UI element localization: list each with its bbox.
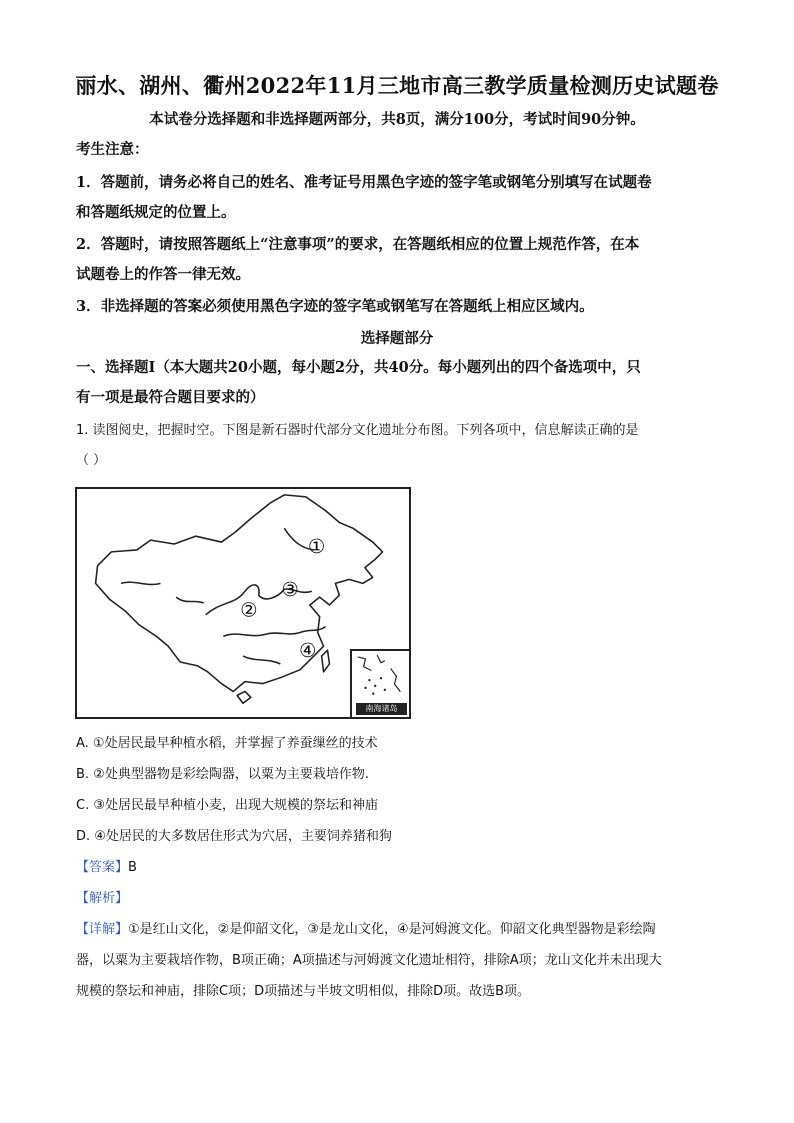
analysis-line	[76, 889, 726, 908]
section-title: 选择题部分	[360, 330, 434, 347]
inset-label: 南海诸岛	[356, 703, 407, 715]
notice-item-2-line-2: 试题卷上的作答一律无效。	[76, 266, 250, 283]
detail-tag: 【详解】	[76, 922, 129, 937]
question-1-answer-bracket: （ ）	[76, 453, 107, 468]
notice-item-2-line-1: 2．答题时，请按照答题纸上“注意事项”的要求，在答题纸相应的位置上规范作答，在本	[76, 236, 640, 253]
site-marker-4: ④	[299, 639, 317, 663]
site-marker-3: ③	[281, 578, 299, 602]
neolithic-sites-map	[75, 487, 411, 719]
answer-line	[76, 858, 726, 877]
notice-item-1-line-2: 和答题纸规定的位置上。	[76, 204, 236, 221]
site-marker-1: ①	[307, 534, 326, 558]
option-d: D. ④处居民的大多数居住形式为穴居，主要饲养猪和狗	[76, 829, 392, 844]
detail-line-3: 规模的祭坛和神庙，排除C项；D项描述与半坡文明相似，排除D项。故选B项。	[76, 984, 531, 999]
detail-text-1: ①是红山文化，②是仰韶文化，③是龙山文化，④是河姆渡文化。仰韶文化典型器物是彩绘陶	[128, 922, 656, 937]
detail-line-2: 器，以粟为主要栽培作物，B项正确；A项描述与河姆渡文化遗址相符，排除A项；龙山文化并未出现大	[76, 953, 662, 968]
analysis-tag: 【解析】	[76, 891, 129, 906]
exam-subtitle: 本试卷分选择题和非选择题两部分，共8页，满分100分，考试时间90分钟。	[149, 111, 645, 128]
south-china-sea-inset	[350, 649, 409, 717]
answer-tag: 【答案】	[76, 860, 129, 875]
option-a: A. ①处居民最早种植水稻，并掌握了养蚕缫丝的技术	[76, 736, 378, 751]
detail-line-1	[76, 920, 726, 939]
section-instruction-line-1: 一、选择题Ⅰ（本大题共20小题，每小题2分，共40分。每小题列出的四个备选项中，只	[76, 359, 641, 376]
site-marker-2: ②	[240, 598, 258, 622]
exam-title: 丽水、湖州、衢州2022年11月三地市高三教学质量检测历史试题卷	[75, 73, 719, 98]
option-c: C. ③处居民最早种植小麦，出现大规模的祭坛和神庙	[76, 798, 378, 813]
answer-value: B	[128, 860, 137, 875]
section-instruction-line-2: 有一项是最符合题目要求的）	[76, 389, 265, 406]
notice-heading: 考生注意：	[76, 141, 149, 158]
option-b: B. ②处典型器物是彩绘陶器，以粟为主要栽培作物.	[76, 767, 369, 782]
notice-item-3: 3．非选择题的答案必须使用黑色字迹的签字笔或钢笔写在答题纸上相应区域内。	[76, 298, 594, 315]
question-1-stem: 1. 读图阅史，把握时空。下图是新石器时代部分文化遗址分布图。下列各项中，信息解读正确的是	[76, 423, 639, 438]
notice-item-1-line-1: 1．答题前，请务必将自己的姓名、准考证号用黑色字迹的签字笔或钢笔分别填写在试题卷	[76, 174, 652, 191]
